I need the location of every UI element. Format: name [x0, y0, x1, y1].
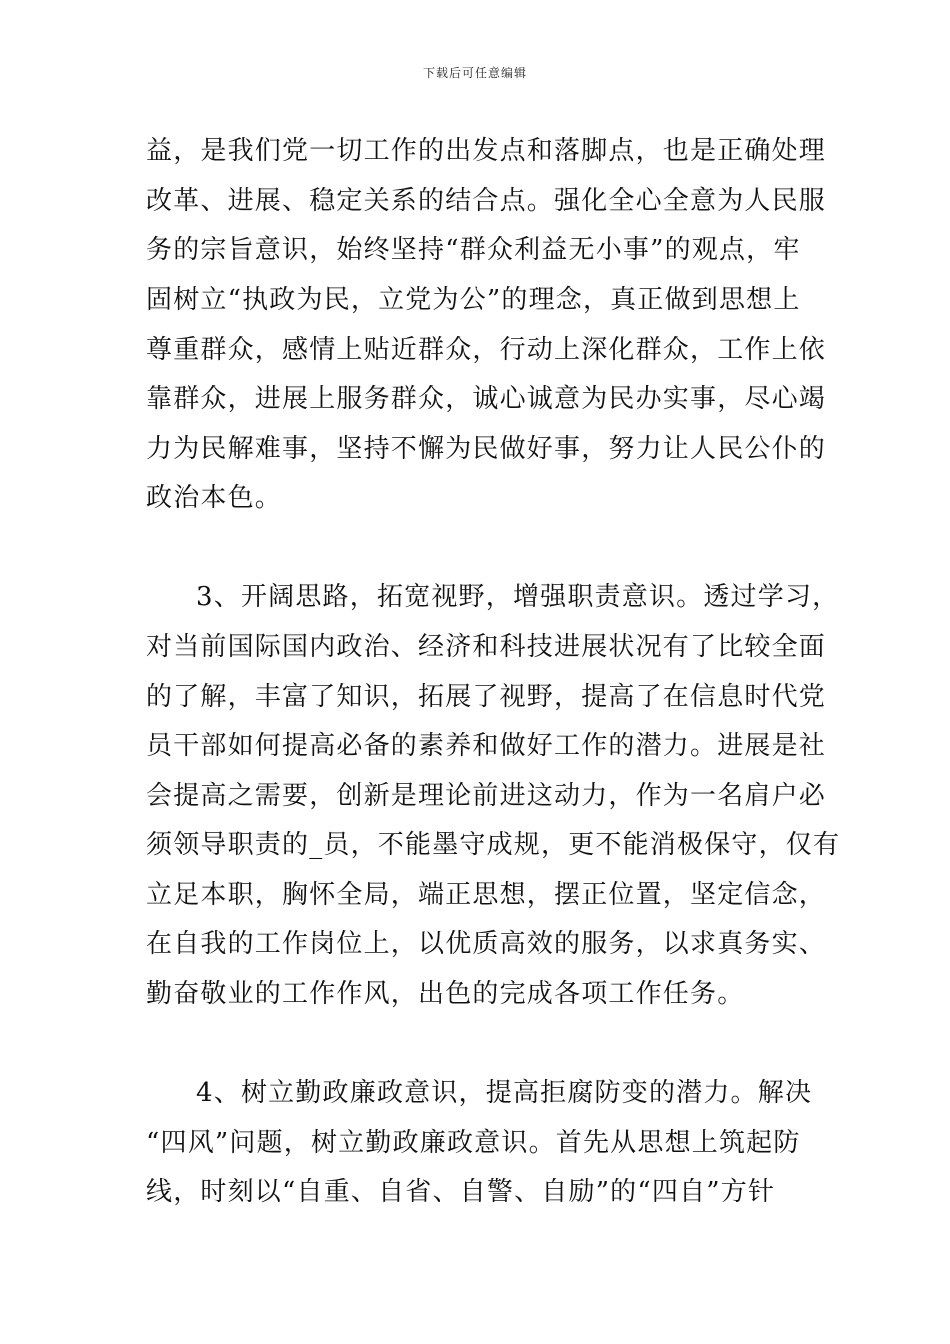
- paragraph-line: 尊重群众，感情上贴近群众，行动上深化群众，工作上依: [146, 335, 827, 365]
- paragraph-line: 固树立“执政为民，立党为公”的理念，真正做到思想上: [146, 285, 801, 315]
- paragraph-line: 3、开阔思路，拓宽视野，增强职责意识。透过学习，: [196, 582, 840, 612]
- paragraph-line: 4、树立勤政廉政意识，提高拒腐防变的潜力。解决: [196, 1078, 813, 1108]
- paragraph-line: 员干部如何提高必备的素养和做好工作的潜力。进展是社: [146, 731, 827, 761]
- paragraph-line: 改革、进展、稳定关系的结合点。强化全心全意为人民服: [146, 186, 827, 216]
- paragraph-line: 线，时刻以“自重、自省、自警、自励”的“四自”方针: [146, 1177, 776, 1207]
- paragraph-line: 政治本色。: [146, 483, 283, 513]
- paragraph-line: 力为民解难事，坚持不懈为民做好事，努力让人民公仆的: [146, 434, 827, 464]
- paragraph-line: 靠群众，进展上服务群众，诚心诚意为民办实事，尽心竭: [146, 384, 827, 414]
- paragraph-line: “四风”问题，树立勤政廉政意识。首先从思想上筑起防: [146, 1128, 801, 1158]
- paragraph-line: 立足本职，胸怀全局，端正思想，摆正位置，坚定信念，: [146, 880, 827, 910]
- paragraph-line: 勤奋敬业的工作作风，出色的完成各项工作任务。: [146, 979, 745, 1009]
- paragraph-line: 的了解，丰富了知识，拓展了视野，提高了在信息时代党: [146, 682, 827, 712]
- paragraph-line: 须领导职责的_员，不能墨守成规，更不能消极保守，仅有: [146, 830, 841, 860]
- paragraph-line: 会提高之需要，创新是理论前进这动力，作为一名肩户必: [146, 781, 827, 811]
- paragraph-line: 对当前国际国内政治、经济和科技进展状况有了比较全面: [146, 632, 827, 662]
- paragraph-line: 在自我的工作岗位上，以优质高效的服务，以求真务实、: [146, 929, 827, 959]
- paragraph-line: 益，是我们党一切工作的出发点和落脚点，也是正确处理: [146, 136, 827, 166]
- header-note: 下载后可任意编辑: [422, 66, 527, 80]
- paragraph-line: 务的宗旨意识，始终坚持“群众利益无小事”的观点，牢: [146, 235, 801, 265]
